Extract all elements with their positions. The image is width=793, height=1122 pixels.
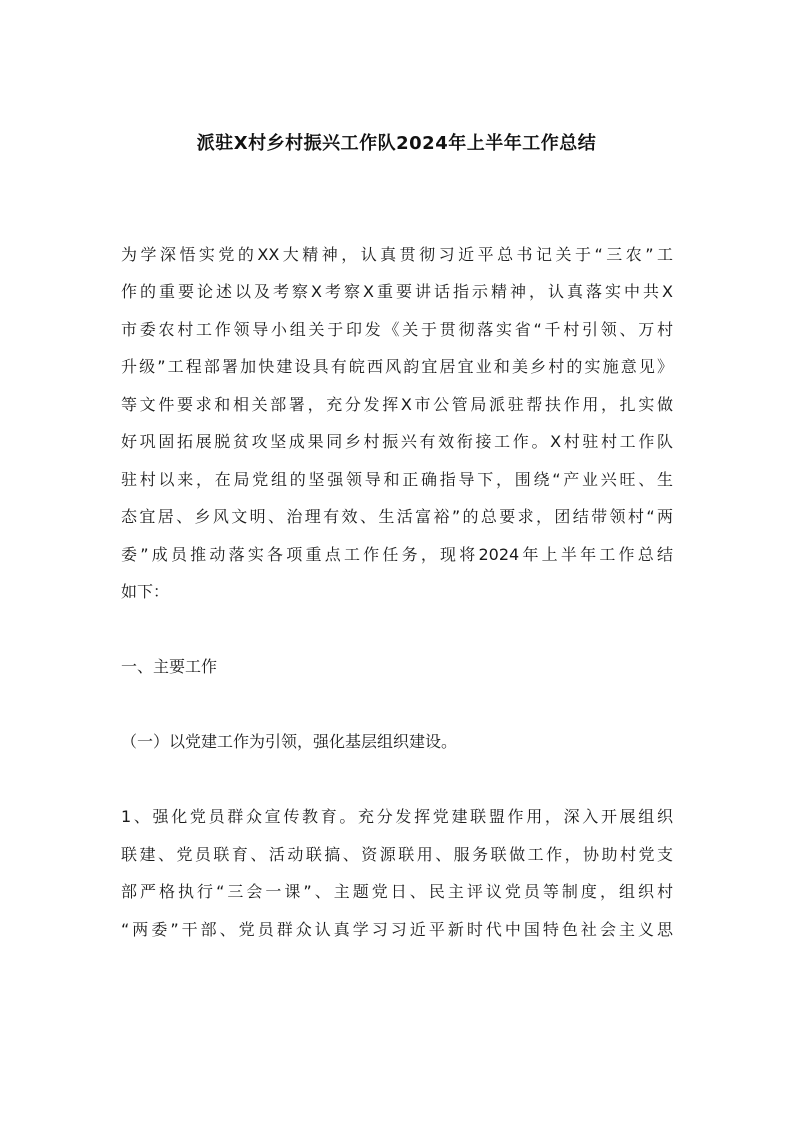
section-heading: 一、主要工作 [121,657,218,676]
item-line: 1、强化党员群众宣传教育。充分发挥党建联盟作用，深入开展组织 [121,807,673,826]
item-line: “两委”干部、党员群众认真学习习近平新时代中国特色社会主义思 [121,920,673,939]
intro-line: 驻村以来，在局党组的坚强领导和正确指导下，围绕“产业兴旺、生 [121,470,673,489]
intro-line: 升级”工程部署加快建设具有皖西风韵宜居宜业和美乡村的实施意见》 [121,357,673,376]
intro-line: 态宜居、乡风文明、治理有效、生活富裕”的总要求，团结带领村“两 [121,507,673,526]
intro-line: 市委农村工作领导小组关于印发《关于贯彻落实省“千村引领、万村 [121,320,673,339]
subsection-heading: （一）以党建工作为引领，强化基层组织建设。 [121,732,458,751]
item-line: 联建、党员联育、活动联搞、资源联用、服务联做工作，协助村党支 [121,845,673,864]
document-title: 派驻X村乡村振兴工作队2024年上半年工作总结 [196,133,597,154]
intro-line: 作的重要论述以及考察X考察X重要讲话指示精神，认真落实中共X [121,282,673,301]
intro-line: 如下： [121,582,170,601]
item-line: 部严格执行“三会一课”、主题党日、民主评议党员等制度，组织村 [121,882,673,901]
intro-line: 等文件要求和相关部署，充分发挥X市公管局派驻帮扶作用，扎实做 [121,395,673,414]
intro-line: 好巩固拓展脱贫攻坚成果同乡村振兴有效衔接工作。X村驻村工作队 [121,432,673,451]
intro-line: 委”成员推动落实各项重点工作任务，现将2024年上半年工作总结 [121,545,673,564]
intro-line: 为学深悟实党的XX大精神，认真贯彻习近平总书记关于“三农”工 [121,245,673,264]
